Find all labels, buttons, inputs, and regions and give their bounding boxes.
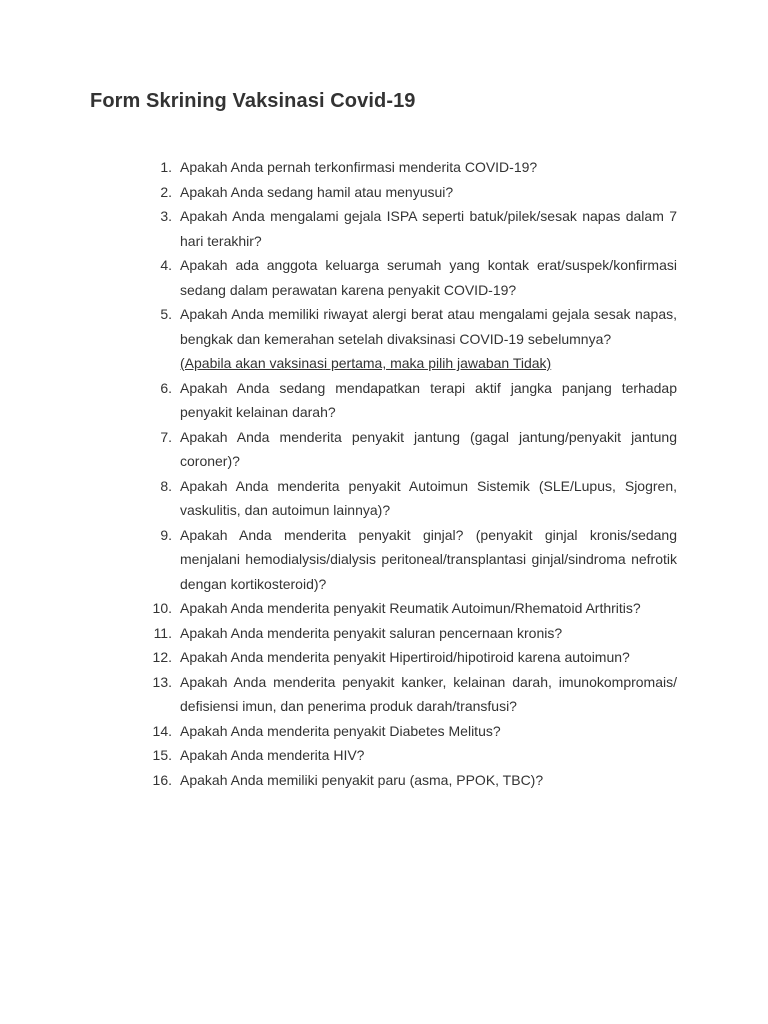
question-item (150, 155, 677, 180)
question-text: Apakah Anda pernah terkonfirmasi menderita COVID-19? (180, 159, 538, 175)
question-number: 15. (152, 747, 172, 763)
question-number: 16. (152, 771, 172, 788)
question-item (150, 645, 677, 670)
question-number: 8. (160, 477, 172, 494)
question-text: Apakah Anda sedang hamil atau menyusui? (180, 183, 454, 200)
question-item (150, 253, 677, 302)
question-item (150, 596, 677, 621)
question-text: Apakah Anda menderita HIV? (180, 747, 365, 763)
question-item (150, 204, 677, 253)
question-text: Apakah Anda sedang mendapatkan terapi aktif jangka panjang terhadap penyakit kelainan darah? (180, 379, 677, 420)
question-text: Apakah Anda memiliki riwayat alergi berat atau mengalami gejala sesak napas, bengkak dan kemerahan setelah divaksinasi COVID-19 sebelumnya? (180, 306, 677, 347)
question-item (150, 474, 677, 523)
question-number: 11. (153, 624, 172, 641)
question-note: (Apabila akan vaksinasi pertama, maka pilih jawaban Tidak) (180, 355, 552, 371)
question-number: 3. (160, 208, 172, 224)
question-item (150, 743, 677, 768)
question-number: 2. (160, 183, 172, 200)
question-number: 1. (160, 159, 172, 175)
question-item (150, 768, 677, 793)
question-text: Apakah Anda menderita penyakit jantung (gagal jantung/penyakit jantung coroner)? (180, 428, 677, 469)
question-item (150, 621, 677, 646)
page-title: Form Skrining Vaksinasi Covid-19 (90, 90, 416, 112)
question-item (150, 670, 677, 719)
question-text: Apakah Anda menderita penyakit saluran pencernaan kronis? (180, 624, 563, 641)
question-text: Apakah Anda menderita penyakit Reumatik Autoimun/Rhematoid Arthritis? (180, 600, 641, 616)
question-item (150, 376, 677, 425)
question-text: Apakah ada anggota keluarga serumah yang kontak erat/suspek/konfirmasi sedang dalam perawatan karena penyakit COVID-19? (180, 257, 677, 298)
question-number: 6. (160, 379, 172, 396)
question-text: Apakah Anda memiliki penyakit paru (asma, PPOK, TBC)? (180, 771, 544, 788)
question-number: 14. (152, 722, 172, 739)
question-text: Apakah Anda menderita penyakit Hipertiroid/hipotiroid karena autoimun? (180, 649, 630, 665)
question-number: 10. (152, 600, 172, 616)
question-text: Apakah Anda menderita penyakit kanker, kelainan darah, imunokompromais/ defisiensi imun, dan penerima produk darah/transfusi? (180, 673, 677, 714)
question-item (150, 719, 677, 744)
question-number: 12. (152, 649, 172, 665)
question-number: 5. (160, 306, 172, 322)
question-number: 4. (160, 257, 172, 273)
question-text: Apakah Anda mengalami gejala ISPA seperti batuk/pilek/sesak napas dalam 7 hari terakhir? (180, 208, 677, 249)
question-text: Apakah Anda menderita penyakit Autoimun Sistemik (SLE/Lupus, Sjogren, vaskulitis, dan autoimun lainnya)? (180, 477, 677, 518)
question-number: 13. (152, 673, 172, 690)
question-number: 9. (160, 526, 172, 543)
question-list (150, 155, 677, 792)
question-number: 7. (160, 428, 172, 445)
question-item (150, 180, 677, 205)
question-item (150, 425, 677, 474)
question-item (150, 302, 677, 376)
question-text: Apakah Anda menderita penyakit ginjal? (penyakit ginjal kronis/sedang menjalani hemodialysis/dialysis peritoneal/transplantasi ginjal/sindroma nefrotik dengan kortikosteroid)? (180, 526, 677, 592)
question-text: Apakah Anda menderita penyakit Diabetes Melitus? (180, 722, 501, 739)
question-item (150, 523, 677, 597)
